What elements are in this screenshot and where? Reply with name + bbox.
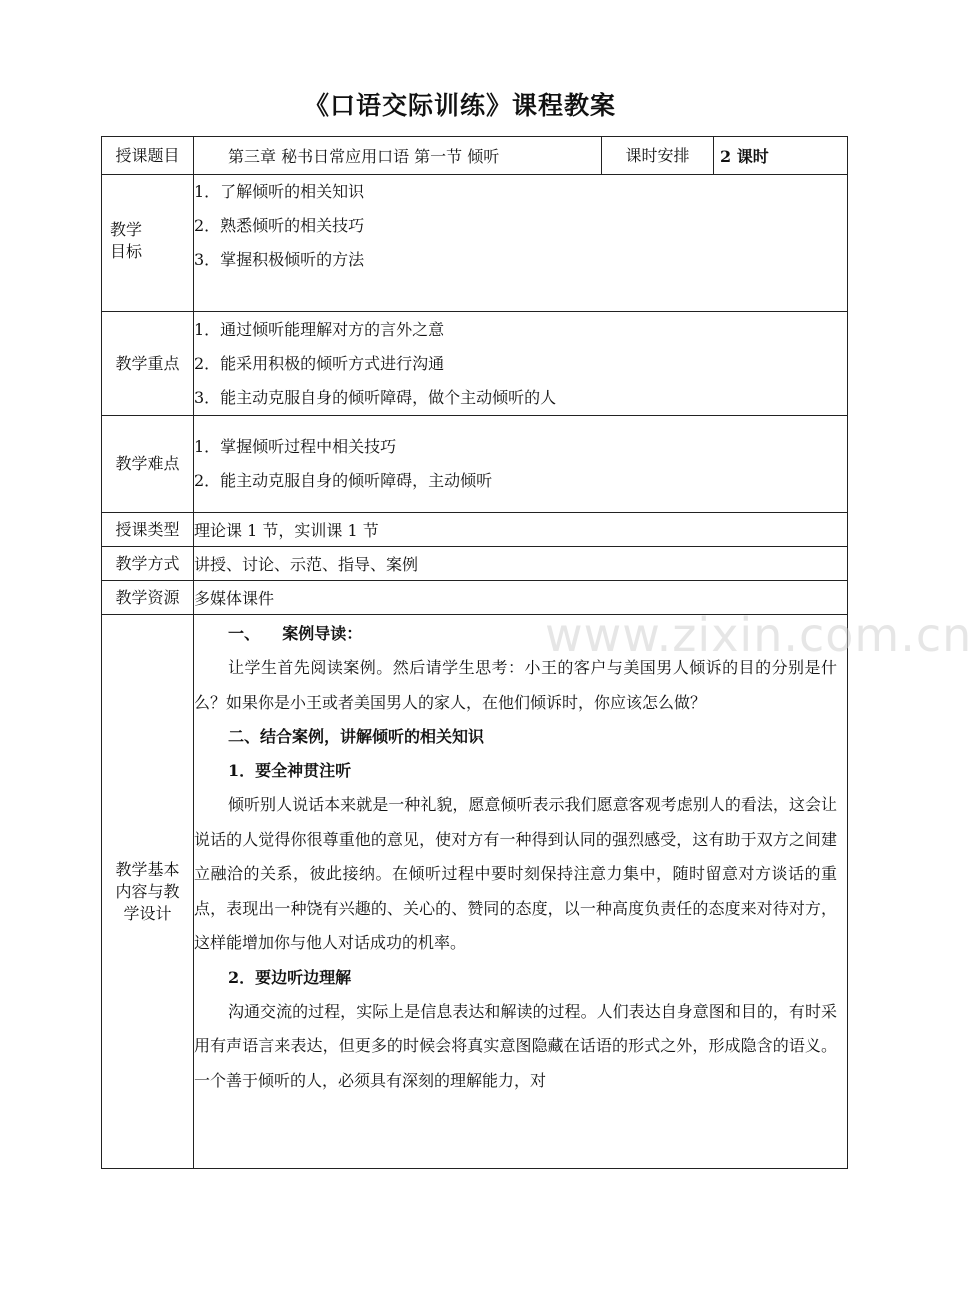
objectives-list: [194, 175, 848, 312]
methods-label: 教学方式: [102, 547, 194, 581]
case-intro-text: 让学生首先阅读案例。然后请学生思考：小王的客户与美国男人倾诉的目的分别是什么？如果你是小王或者美国男人的家人，在他们倾诉时，你应该怎么做？: [194, 658, 837, 712]
objective-item: 3．掌握积极倾听的方法: [194, 250, 365, 269]
difficulty-item: 2．能主动克服自身的倾听障碍，主动倾听: [194, 471, 493, 490]
key-point-item: 3．能主动克服自身的倾听障碍，做个主动倾听的人: [194, 387, 557, 407]
design-label-line2: 内容与教: [115, 881, 180, 901]
objective-item: 1．了解倾听的相关知识: [194, 182, 365, 201]
methods-row: [102, 547, 848, 581]
difficulties-row: [102, 416, 848, 513]
watermark: www.zixin.com.cn: [545, 608, 972, 662]
key-point-item: 1．通过倾听能理解对方的言外之意: [194, 319, 445, 339]
design-content: [194, 615, 848, 1169]
difficulties-list: [194, 416, 848, 513]
objective-item: 2．熟悉倾听的相关技巧: [194, 216, 365, 235]
section-heading-knowledge: 二、结合案例，讲解倾听的相关知识: [228, 727, 485, 746]
key-point-item: 2．能采用积极的倾听方式进行沟通: [194, 353, 445, 373]
subheading-understand: 2．要边听边理解: [228, 967, 352, 987]
objectives-label-line1: 教学: [110, 220, 143, 239]
focus-paragraph: [194, 788, 847, 961]
objectives-label: [102, 175, 194, 312]
objectives-row: [102, 175, 848, 312]
design-label: [102, 615, 194, 1169]
schedule-label: 课时安排: [602, 137, 714, 175]
difficulties-label: 教学难点: [102, 416, 194, 513]
lesson-type-label: 授课类型: [102, 513, 194, 547]
topic-row: [102, 137, 848, 175]
key-points-label: 教学重点: [102, 312, 194, 416]
objectives-label-line2: 目标: [110, 242, 143, 261]
key-points-row: [102, 312, 848, 416]
methods-value: 讲授、讨论、示范、指导、案例: [194, 547, 848, 581]
design-label-line3: 学设计: [123, 903, 172, 923]
difficulty-item: 1．掌握倾听过程中相关技巧: [194, 437, 397, 456]
subheading-focus: 1．要全神贯注听: [228, 761, 352, 780]
lesson-type-value: 理论课 1 节，实训课 1 节: [194, 513, 848, 547]
resources-value: 多媒体课件: [194, 581, 848, 615]
section-heading-case-intro: 一、 案例导读：: [228, 624, 363, 643]
design-label-line1: 教学基本: [115, 859, 180, 879]
topic-label: 授课题目: [102, 137, 194, 175]
lesson-type-row: [102, 513, 848, 547]
understand-paragraph: [194, 995, 847, 1099]
design-row: [102, 615, 848, 1169]
key-points-list: [194, 312, 848, 416]
focus-text: 倾听别人说话本来就是一种礼貌，愿意倾听表示我们愿意客观考虑别人的看法，这会让说话的人觉得你很尊重他的意见，使对方有一种得到认同的强烈感受，这有助于双方之间建立融洽的关系，彼此接纳。在倾听过程中要时刻保持注意力集中，随时留意对方谈话的重点，表现出一种饶有兴趣的、关心的、赞同的态度，以一种高度负责任的态度来对待对方，这样能增加你与他人对话成功的机率。: [194, 795, 837, 952]
understand-text: 沟通交流的过程，实际上是信息表达和解读的过程。人们表达自身意图和目的，有时采用有声语言来表达，但更多的时候会将真实意图隐藏在话语的形式之外，形成隐含的语义。一个善于倾听的人，必须具有深刻的理解能力，对: [194, 1001, 837, 1090]
topic-value: 第三章 秘书日常应用口语 第一节 倾听: [194, 137, 602, 175]
schedule-value: 2 课时: [714, 137, 848, 175]
resources-label: 教学资源: [102, 581, 194, 615]
page-title: 《口语交际训练》课程教案: [303, 91, 616, 120]
